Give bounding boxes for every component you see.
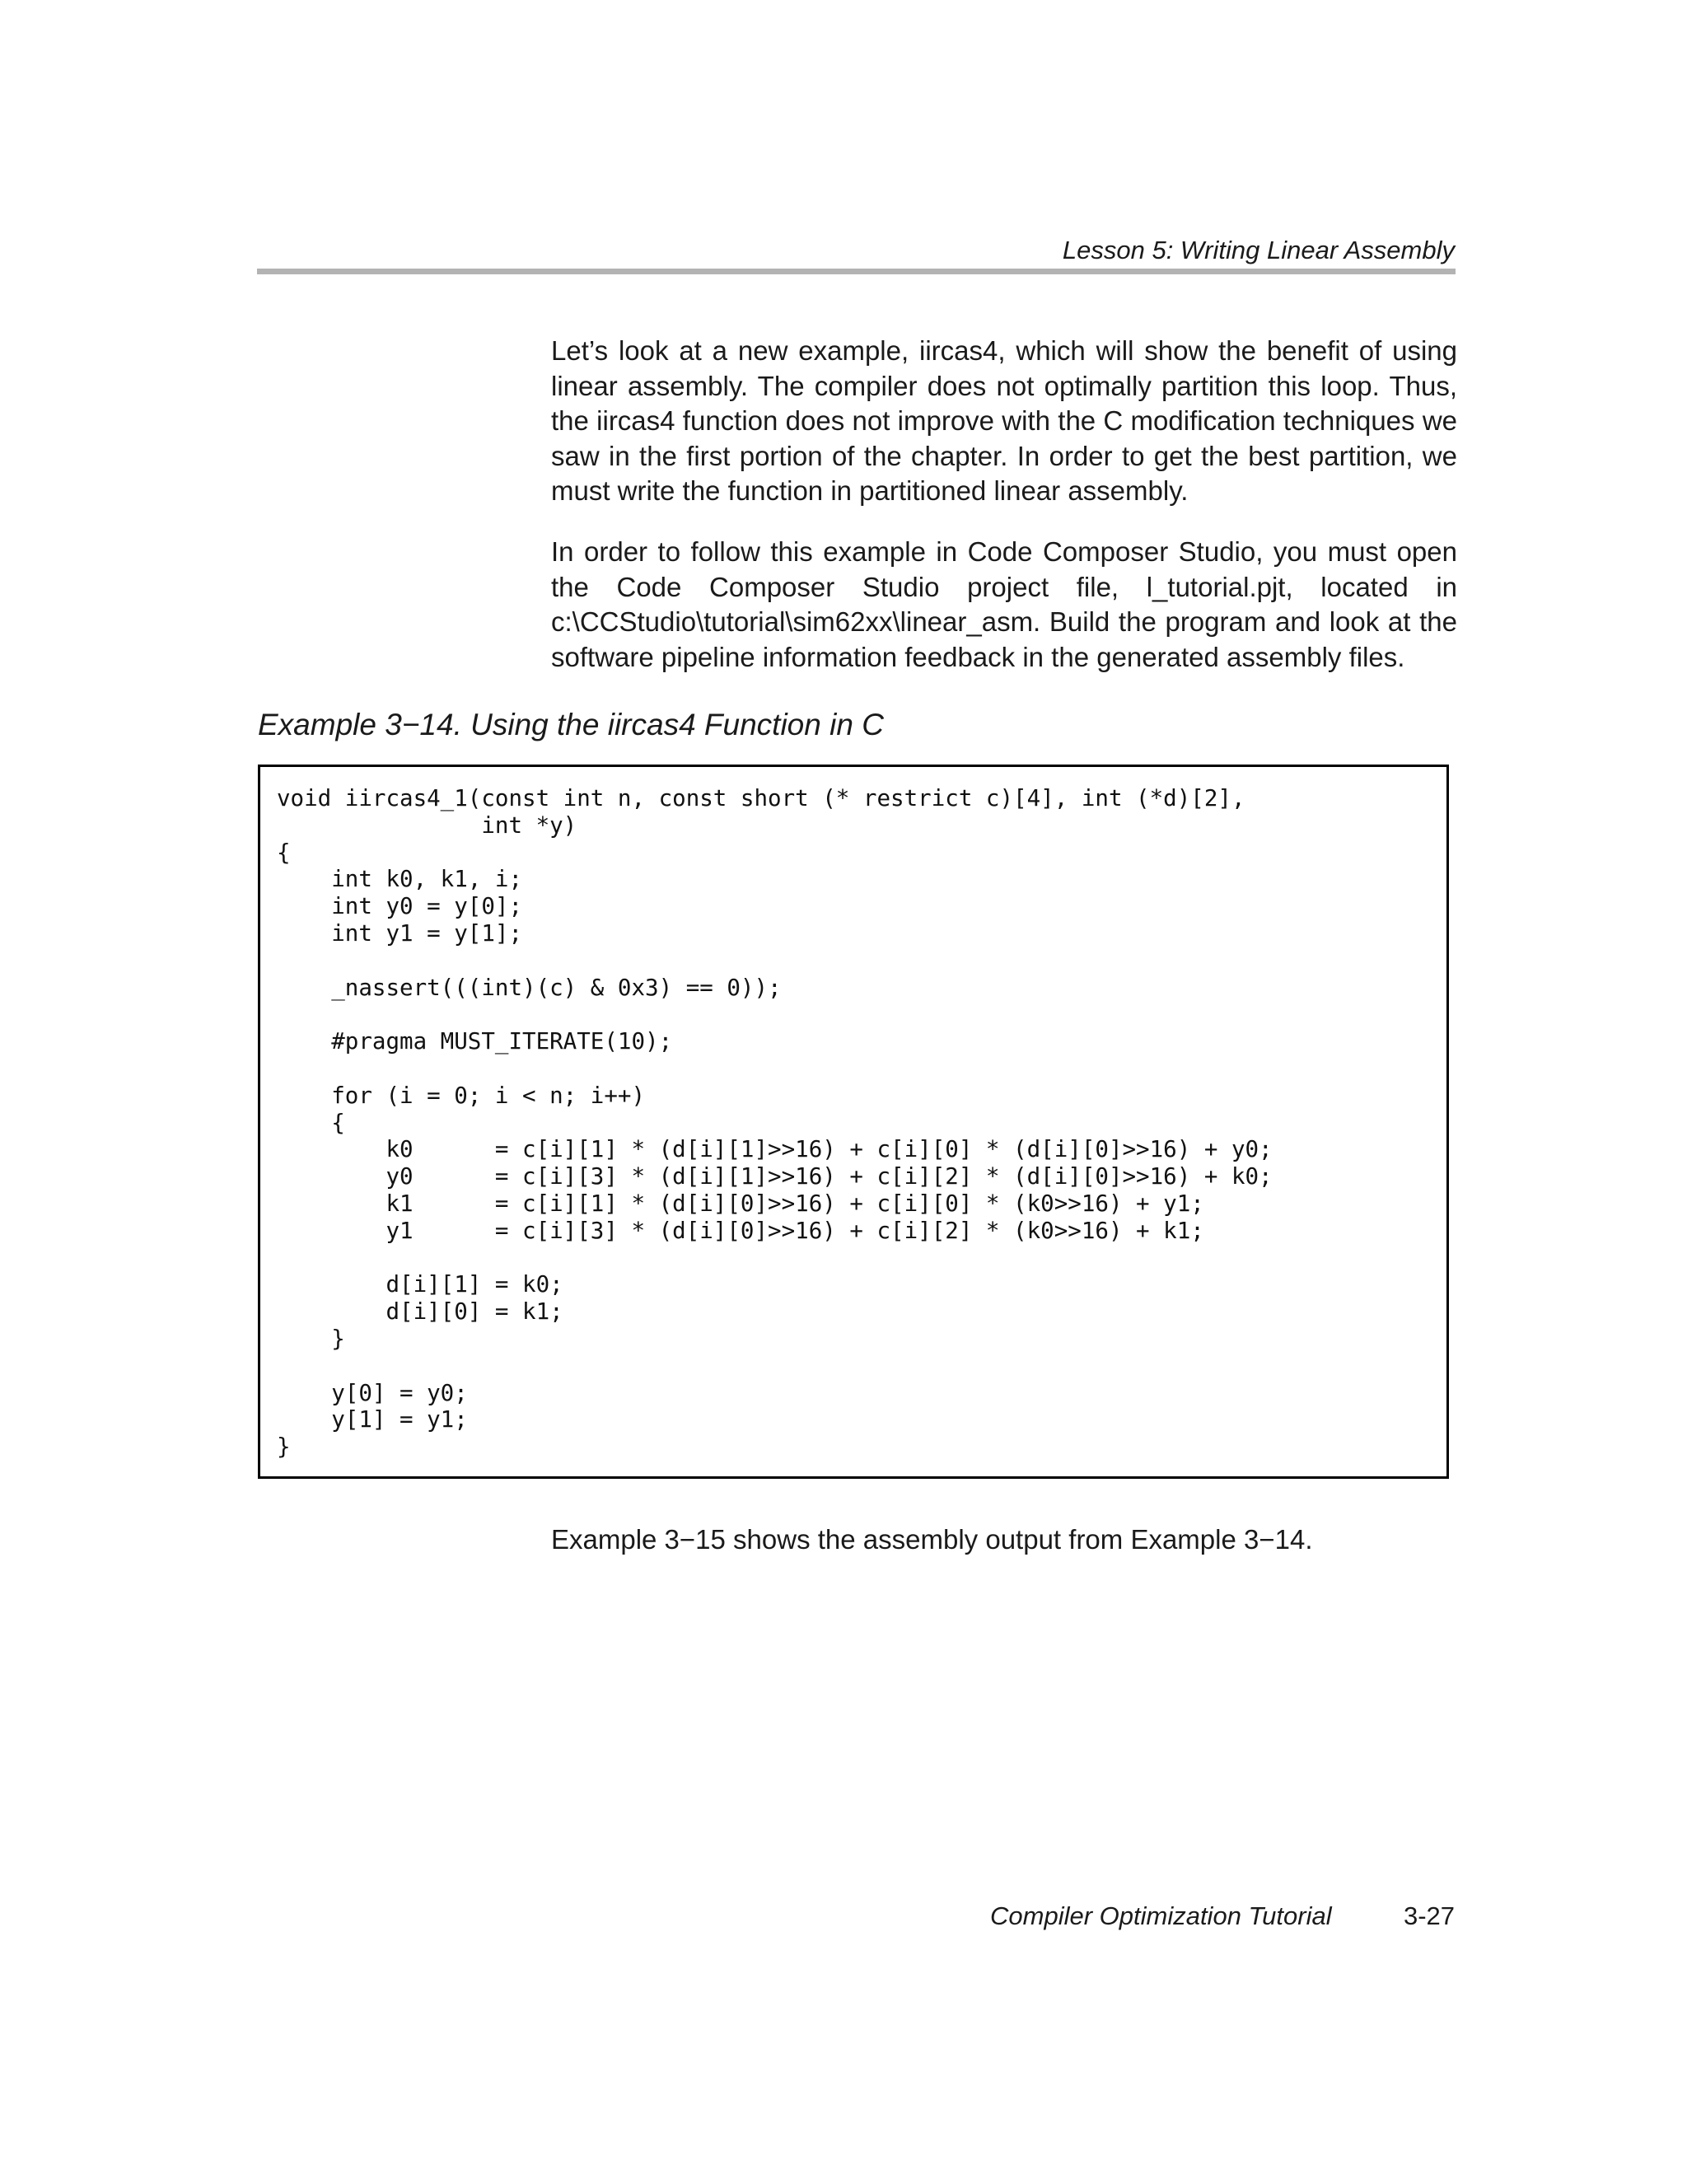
after-example-paragraph: Example 3−15 shows the assembly output from Example 3−14. <box>551 1524 1313 1555</box>
header-rule <box>257 269 1456 274</box>
instructions-paragraph: In order to follow this example in Code Composer Studio, you must open the Code Composer Studio project file, l_tutorial.pjt, located in c:\CCStudio\tutorial\sim62xx\linear_asm. Build the program and look at the software pipeline information feedback in the generated assembly files. <box>551 536 1457 672</box>
footer-book-title: Compiler Optimization Tutorial <box>990 1901 1332 1930</box>
example-title: Example 3−14. Using the iircas4 Function in C <box>258 708 884 741</box>
footer-page-number: 3-27 <box>1403 1901 1455 1930</box>
code-listing: void iircas4_1(const int n, const short (* restrict c)[4], int (*d)[2], int *y) { int k0, k1, i; int y0 = y[0]; int y1 = y[1]; _nassert(((int)(c) & 0x3) == 0)); #pragma MUST_ITERATE(10); for (i = 0; i < n; i++) { k0 = c[i][1] * (d[i][1]>>16) + c[i][0] * (d[i][0]>>16) + y0; y0 = c[i][3] * (d[i][1]>>16) + c[i][2] * (d[i][0]>>16) + k0; k1 = c[i][1] * (d[i][0]>>16) + c[i][0] * (k0>>16) + y1; y1 = c[i][3] * (d[i][0]>>16) + c[i][2] * (k0>>16) + k1; d[i][1] = k0; d[i][0] = k1; } y[0] = y0; y[1] = y1; } <box>277 785 1273 1461</box>
intro-paragraph: Let’s look at a new example, iircas4, which will show the benefit of using linear assembly. The compiler does not optimally partition this loop. Thus, the iircas4 function does not improve with the C modification techniques we saw in the first portion of the chapter. In order to get the best partition, we must write the function in partitioned linear assembly. <box>551 335 1457 506</box>
running-header: Lesson 5: Writing Linear Assembly <box>1062 236 1455 264</box>
code-listing-box <box>258 765 1449 1479</box>
